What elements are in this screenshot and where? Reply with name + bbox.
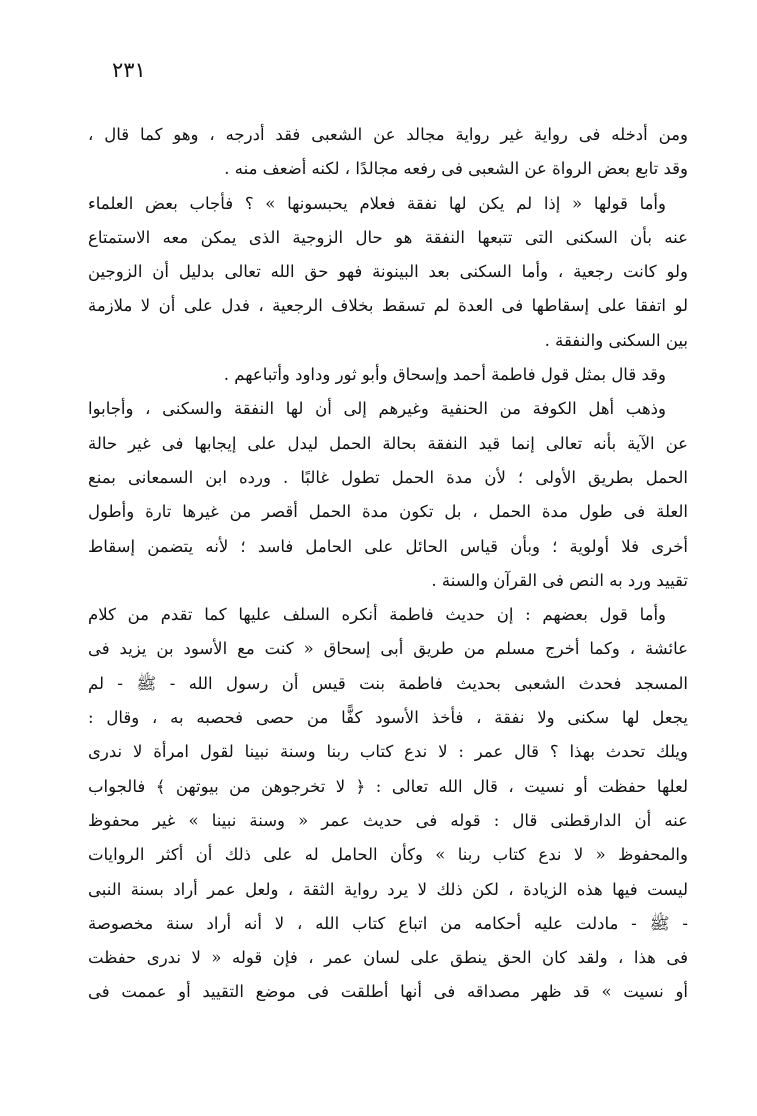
text-line: ليست فيها هذه الزيادة ، لكن ذلك لا يرد رواية الثقة ، ولعل عمر أراد بسنة النبى [88,879,688,899]
text-line: وأما قولها « إذا لم يكن لها نفقة فعلام يحبسونها » ؟ فأجاب بعض العلماء [88,193,666,213]
page-number: ٢٣١ [112,58,146,82]
text-line: لو اتفقا على إسقاطها فى العدة لم تسقط بخلاف الرجعية ، فدل على أن لا ملازمة [88,296,688,316]
text-line: عن الآية بأنه تعالى إنما قيد النفقة بحالة الحمل ليدل على إيجابها فى غير حالة [88,433,688,453]
text-line: وذهب أهل الكوفة من الحنفية وغيرهم إلى أن لها النفقة والسكنى ، وأجابوا [88,399,666,419]
body-text [88,118,688,1010]
text-line: وقد تابع بعض الرواة عن الشعبى فى رفعه مجالدًا ، لكنه أضعف منه . [224,159,688,179]
text-line: العلة فى طول مدة الحمل ، بل تكون مدة الحمل أقصر من غيرها تارة وأطول [88,502,688,522]
text-line: عنه بأن السكنى التى تتبعها النفقة هو حال الزوجية الذى يمكن معه الاستمتاع [88,227,688,247]
text-line: بين السكنى والنفقة . [544,330,688,350]
text-line: أو نسيت » قد ظهر مصداقه فى أنها أطلقت فى موضع التقييد أو عممت فى [88,982,688,1002]
text-line: - ﷺ - مادلت عليه أحكامه من اتباع كتاب الله ، لا أنه أراد سنة مخصوصة [88,913,688,933]
text-line: وقد قال بمثل قول فاطمة أحمد وإسحاق وأبو ثور وداود وأتباعهم . [223,365,666,385]
text-line: ويلك تحدث بهذا ؟ قال عمر : لا ندع كتاب ربنا وسنة نبينا لقول امرأة لا ندرى [88,742,688,762]
text-line: الحمل بطريق الأولى ؛ لأن مدة الحمل تطول غالبًا . ورده ابن السمعانى بمنع [88,467,688,487]
text-line: يجعل لها سكنى ولا نفقة ، فأخذ الأسود كفًّا من حصى فحصبه به ، وقال : [88,708,688,728]
text-line: تقييد ورد به النص فى القرآن والسنة . [431,570,688,590]
text-line: ومن أدخله فى رواية غير رواية مجالد عن الشعبى فقد أدرجه ، وهو كما قال ، [88,125,688,144]
text-line: عنه أن الدارقطنى قال : قوله فى حديث عمر « وسنة نبينا » غير محفوظ [88,810,688,830]
text-line: وأما قول بعضهم : إن حديث فاطمة أنكره السلف عليها كما تقدم من كلام [88,605,666,625]
text-line: عائشة ، وكما أخرج مسلم من طريق أبى إسحاق « كنت مع الأسود بن يزيد فى [88,639,688,659]
text-line: ولو كانت رجعية ، وأما السكنى بعد البينونة فهو حق الله تعالى بدليل أن الزوجين [88,262,688,282]
text-line: فى هذا ، ولقد كان الحق ينطق على لسان عمر ، فإن قوله « لا ندرى حفظت [88,948,688,968]
text-line: أخرى فلا أولوية ؛ وبأن قياس الحائل على الحامل فاسد ؛ لأنه يتضمن إسقاط [88,536,688,556]
text-line: المسجد فحدث الشعبى بحديث فاطمة بنت قيس أن رسول الله - ﷺ - لم [88,673,688,693]
text-line: والمحفوظ « لا ندع كتاب ربنا » وكأن الحامل له على ذلك أن أكثر الروايات [88,845,688,865]
text-line: لعلها حفظت أو نسيت ، قال الله تعالى : ﴿ لا تخرجوهن من بيوتهن ﴾ فالجواب [88,776,688,796]
